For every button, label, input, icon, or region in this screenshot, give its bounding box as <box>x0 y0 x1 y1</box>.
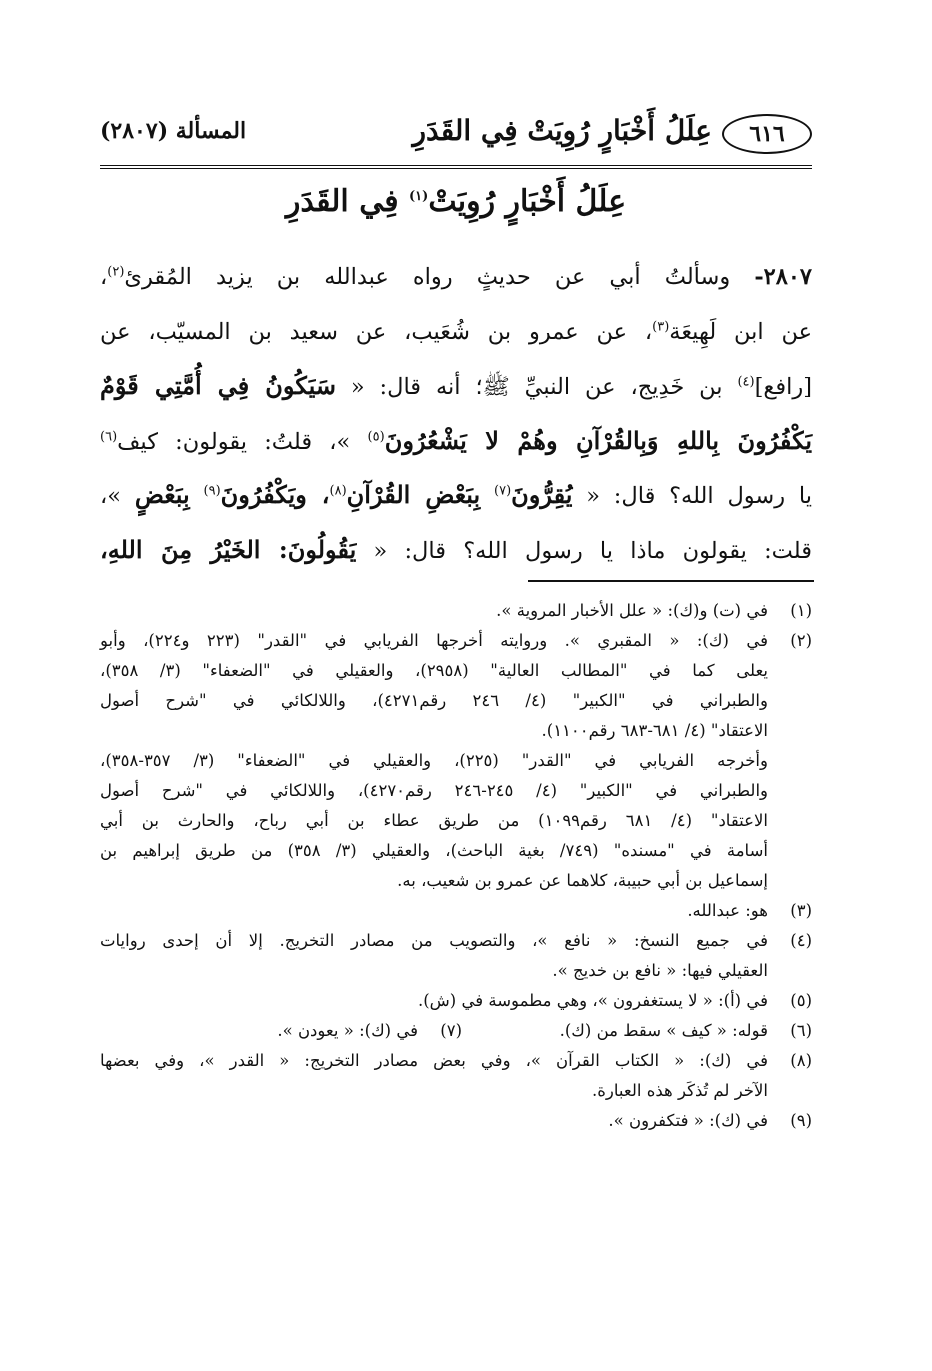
text-segment: [رافع] <box>754 374 812 400</box>
text-segment: »، <box>100 483 122 509</box>
header-rule <box>100 165 812 169</box>
text-line <box>100 250 812 305</box>
footnote-number: (٢) <box>790 631 812 650</box>
footnote-ref: (٨) <box>329 483 347 499</box>
footnote-ref: (٢) <box>107 264 125 280</box>
footnote-ref: (٥) <box>367 429 385 444</box>
hadith-text: ، ويَكْفُرُونَ <box>220 480 330 509</box>
footnote-number: (٥) <box>790 991 812 1010</box>
footnote-line: هو: عبدالله. <box>687 901 768 920</box>
footnote <box>100 926 812 986</box>
footnote-row <box>100 1016 812 1046</box>
text-segment: »، قلتُ: يقولون: كيف <box>117 428 351 455</box>
footnotes <box>100 596 812 1136</box>
hadith-text: يُقِرُّونَ <box>511 480 573 509</box>
footnote-number: (٤) <box>790 931 812 950</box>
footnote-line: العقيلي فيها: « نافع بن خديج ». <box>552 961 768 980</box>
footnote-line: في (ت) و(ك): « علل الأخبار المروية ». <box>496 601 768 620</box>
text-line <box>100 468 812 523</box>
chapter-title <box>100 184 812 219</box>
footnote <box>100 596 812 626</box>
main-text <box>100 250 812 577</box>
footnote-ref: (٦) <box>100 429 118 444</box>
text-line <box>100 414 812 469</box>
issue-number: ٢٨٠٧- <box>754 264 812 290</box>
footnote <box>100 626 812 896</box>
hadith-text: يَكْفُرُونَ بِاللهِ وَبِالقُرْآنِ وهُمْ لا يَشْعُرُونَ <box>384 425 813 455</box>
footnote-number: (٨) <box>790 1051 812 1070</box>
footnote-ref: (٧) <box>494 483 512 499</box>
footnote-line: أسامة في "مسنده" (٧٤٩/ بغية الباحث)، والعقيلي (٣/ ٣٥٨) من طريق إبراهيم بن <box>100 841 768 860</box>
footnote-number: (٩) <box>790 1111 812 1130</box>
text-line <box>100 523 812 578</box>
footnote-line: في (ك): « يعودن ». <box>277 1021 418 1040</box>
footnote <box>462 1016 812 1046</box>
footnote <box>100 986 812 1016</box>
footnote-line: في جميع النسخ: « نافع »، والتصويب من مصادر التخريج. إلا أن إحدى روايات <box>100 931 768 950</box>
running-header <box>100 108 812 158</box>
text-segment: ، عن عمرو بن شُعَيب، عن سعيد بن المسيّب، عن <box>100 318 653 345</box>
chapter-title-part1: عِلَلُ أَخْبَارٍ رُوِيَتْ <box>428 184 627 219</box>
footnote <box>100 896 812 926</box>
footnote <box>100 1106 812 1136</box>
footnote-ref: (٣) <box>652 319 670 334</box>
text-segment: بن خَدِيج، عن النبيِّ ﷺ؛ أنه قال: « <box>350 374 723 400</box>
page-number: ٦١٦ <box>749 121 785 147</box>
footnote-number: (٣) <box>790 901 812 920</box>
footnote-line: قوله: « كيف » سقط من (ك). <box>559 1021 768 1040</box>
footnote-ref: (١) <box>409 189 429 204</box>
chapter-title-part2: فِي القَدَرِ <box>285 184 399 219</box>
footnote-line: والطبراني في "الكبير" (٤/ ٢٤٥-٢٤٦ رقم٤٢٧٠)، واللالكائي في "شرح أصول <box>100 781 768 800</box>
text-segment: عن ابن لَهِيعَة <box>669 318 812 345</box>
footnote-line: الاعتقاد" (٤/ ٦٨١-٦٨٣ رقم١١٠٠). <box>541 721 768 740</box>
footnote-line: الاعتقاد" (٤/ ٦٨١ رقم١٠٩٩) من طريق عطاء بن أبي رباح، والحارث بن أبي <box>100 811 768 830</box>
hadith-text: يَقُولُونَ: الخَيْرُ مِنَ اللهِ، <box>100 534 357 564</box>
footnote-line: يعلى كما في "المطالب العالية" (٢٩٥٨)، والعقيلي في "الضعفاء" (٣/ ٣٥٨)، <box>100 661 768 680</box>
footnote <box>277 1016 462 1046</box>
footnote-line: في (ك): « المقبري ». وروايته أخرجها الفريابي في "القدر" (٢٢٣ و٢٢٤)، وأبو <box>100 631 768 650</box>
text-segment: وسألتُ أبي عن حديثٍ رواه عبدالله بن يزيد المُقرئ <box>124 264 731 290</box>
footnote-line: وأخرجه الفريابي في "القدر" (٢٢٥)، والعقيلي في "الضعفاء" (٣/ ٣٥٧-٣٥٨)، <box>100 751 768 770</box>
footnote-line: في (ك): « فتكفرون ». <box>608 1111 768 1130</box>
hadith-text: سَيَكُونُ فِي أُمَّتِي قَوْمٌ <box>100 371 336 400</box>
footnote-ref: (٤) <box>737 374 755 390</box>
text-segment: ، <box>100 264 108 290</box>
hadith-text: بِبَعْضِ القُرْآنِ <box>346 480 481 509</box>
footnote-number: (٧) <box>440 1021 462 1040</box>
issue-label: المسألة (٢٨٠٧) <box>100 118 247 144</box>
footnote-rule <box>528 580 814 582</box>
footnote-line: في (ك): « الكتاب القرآن »، وفي بعض مصادر التخريج: « القدر »، وفي بعضها <box>100 1051 768 1070</box>
footnote-number: (١) <box>790 601 812 620</box>
text-segment: قلت: يقولون ماذا يا رسول الله؟ قال: « <box>373 537 812 564</box>
footnote-line: في (أ): « لا يستغفرون »، وهي مطموسة في (ش). <box>417 991 768 1010</box>
text-line <box>100 359 812 414</box>
footnote <box>100 1046 812 1106</box>
text-segment: يا رسول الله؟ قال: « <box>586 483 813 509</box>
footnote-line: الآخر لم تُذكَر هذه العبارة. <box>592 1081 768 1100</box>
footnote-line: والطبراني في "الكبير" (٤/ ٢٤٦ رقم٤٢٧١)، واللالكائي في "شرح أصول <box>100 691 768 710</box>
hadith-text: بِبَعْضٍ <box>134 480 190 509</box>
footnote-ref: (٩) <box>203 483 221 499</box>
running-title: عِلَلُ أَخْبَارٍ رُوِيَتْ فِي القَدَرِ <box>412 114 712 147</box>
text-line <box>100 305 812 360</box>
footnote-line: إسماعيل بن أبي حبيبة، كلاهما عن عمرو بن شعيب، به. <box>397 871 768 890</box>
page-number-badge <box>722 114 812 154</box>
footnote-number: (٦) <box>790 1021 812 1040</box>
